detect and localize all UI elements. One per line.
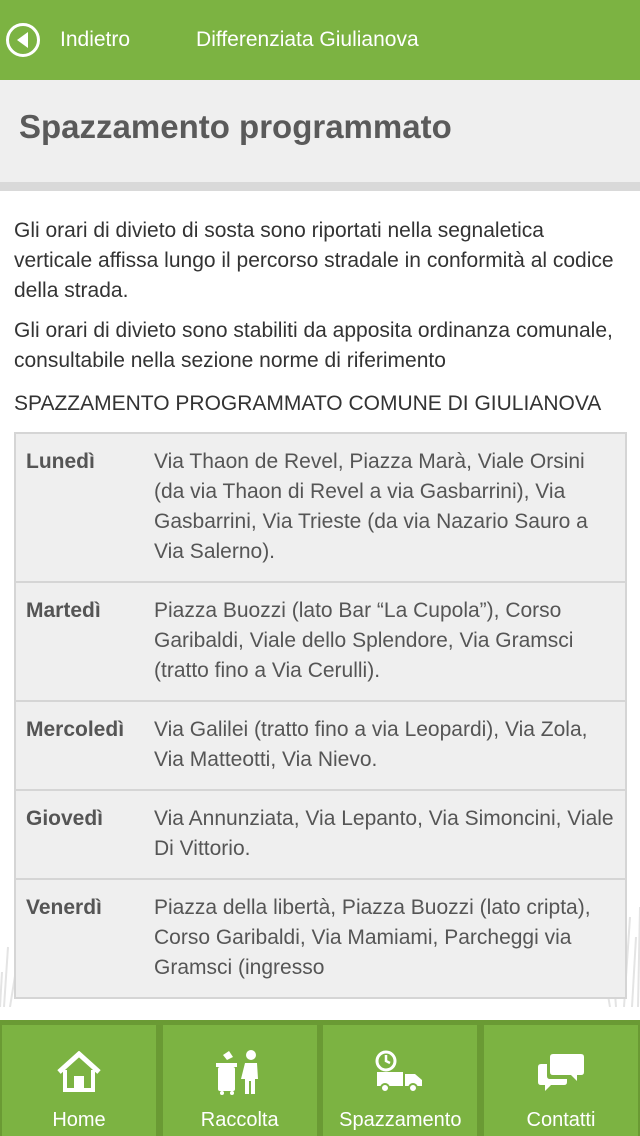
table-row bbox=[15, 879, 626, 998]
bottom-tabbar bbox=[0, 1020, 640, 1136]
tab-spazzamento[interactable] bbox=[323, 1025, 477, 1136]
content-area[interactable] bbox=[0, 191, 640, 1007]
home-icon bbox=[56, 1049, 102, 1095]
tab-spazzamento-label: Spazzamento bbox=[339, 1109, 462, 1131]
schedule-table bbox=[14, 432, 627, 999]
table-row bbox=[15, 582, 626, 701]
tab-contatti-label: Contatti bbox=[526, 1109, 596, 1131]
streets-cell: Via Annunziata, Via Lepanto, Via Simoncini, Viale Di Vittorio. bbox=[144, 790, 626, 879]
section-heading: SPAZZAMENTO PROGRAMMATO COMUNE DI GIULIANOVA bbox=[14, 392, 602, 415]
waste-collection-icon bbox=[215, 1049, 265, 1095]
back-arrow-icon bbox=[6, 23, 40, 57]
day-cell: Giovedì bbox=[15, 790, 144, 879]
info-paragraph-2: Gli orari di divieto sono stabiliti da apposita ordinanza comunale, consultabile nella sezione norme di riferimento bbox=[14, 319, 613, 372]
day-cell: Venerdì bbox=[15, 879, 144, 998]
info-paragraph-1: Gli orari di divieto di sosta sono riportati nella segnaletica verticale affissa lungo il percorso stradale in conformità al codice della strada. bbox=[14, 219, 614, 302]
table-row bbox=[15, 790, 626, 879]
back-button[interactable] bbox=[0, 0, 130, 80]
page-header bbox=[0, 80, 640, 191]
tab-contatti[interactable] bbox=[484, 1025, 638, 1136]
streets-cell: Via Galilei (tratto fino a via Leopardi), Via Zola, Via Matteotti, Via Nievo. bbox=[144, 701, 626, 790]
day-cell: Lunedì bbox=[15, 433, 144, 582]
day-cell: Mercoledì bbox=[15, 701, 144, 790]
streets-cell: Piazza della libertà, Piazza Buozzi (lato cripta), Corso Garibaldi, Via Mamiami, Parcheggi via Gramsci (ingresso bbox=[144, 879, 626, 998]
street-sweeper-truck-icon bbox=[375, 1049, 425, 1095]
streets-cell: Via Thaon de Revel, Piazza Marà, Viale Orsini (da via Thaon di Revel a via Gasbarrini), Via Gasbarrini, Via Trieste (da via Nazario Sauro a Via Salerno). bbox=[144, 433, 626, 582]
app-title: Differenziata Giulianova bbox=[196, 28, 419, 51]
tab-home-label: Home bbox=[52, 1109, 106, 1131]
page-title: Spazzamento programmato bbox=[19, 108, 452, 145]
tab-home[interactable] bbox=[2, 1025, 156, 1136]
back-label: Indietro bbox=[60, 28, 131, 51]
day-cell: Martedì bbox=[15, 582, 144, 701]
chat-bubbles-icon bbox=[537, 1049, 585, 1095]
top-navbar bbox=[0, 0, 640, 80]
tab-raccolta[interactable] bbox=[163, 1025, 317, 1136]
tab-raccolta-label: Raccolta bbox=[200, 1109, 279, 1131]
table-row bbox=[15, 701, 626, 790]
streets-cell: Piazza Buozzi (lato Bar “La Cupola”), Corso Garibaldi, Viale dello Splendore, Via Gramsci (tratto fino a Via Cerulli). bbox=[144, 582, 626, 701]
table-row bbox=[15, 433, 626, 582]
